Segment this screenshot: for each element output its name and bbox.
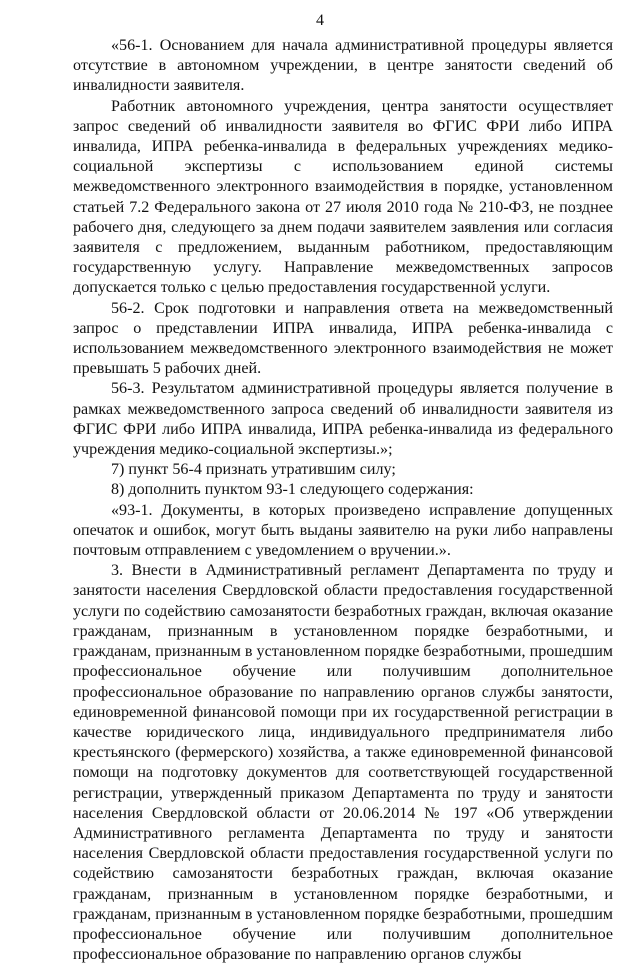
paragraph-item-7: 7) пункт 56-4 признать утратившим силу; [111, 461, 396, 479]
document-body [73, 36, 613, 965]
paragraph-56-2: 56-2. Срок подготовки и направления ответа на межведомственный запрос о представлении ИПРА инвалида, ИПРА ребенка-инвалида с использованием межведомственного электронного взаимодействия не может превышать 5 рабочих дней. [73, 299, 613, 378]
paragraph-56-3: 56-3. Результатом административной процедуры является получение в рамках межведомственного запроса сведений об инвалидности заявителя из ФГИС ФРИ либо ИПРА инвалида, ИПРА ребенка-инвалида из федерального учреждения медико-социальной экспертизы.»; [73, 380, 613, 459]
paragraph-93-1: «93-1. Документы, в которых произведено исправление допущенных опечаток и ошибок, могут быть выданы заявителю на руки либо направлены почтовым отправлением с уведомлением о вручении.». [73, 501, 613, 560]
page-number: 4 [316, 12, 324, 29]
paragraph-section-3: 3. Внести в Административный регламент Департамента по труду и занятости населения Свердловской области предоставления государственной услуги по содействию самозанятости безработных граждан, включая оказание гражданам, признанным в установленном порядке безработными, и гражданам, признанным в установленном порядке безработными, прошедшим профессиональное обучение или получившим дополнительное профессиональное образование по направлению органов службы занятости, единовременной финансовой помощи при их государственной регистрации в качестве юридического лица, индивидуального предпринимателя либо крестьянского (фермерского) хозяйства, а также единовременной финансовой помощи на подготовку документов для соответствующей государственной регистрации, утвержденный приказом Департамента по труду и занятости населения Свердловской области от 20.06.2014 № 197 «Об утверждении Административного регламента Департамента по труду и занятости населения Свердловской области предоставления государственной услуги по содействию самозанятости безработных граждан, включая оказание гражданам, признанным в установленном порядке безработными, и гражданам, признанным в установленном порядке безработными, прошедшим профессиональное обучение или получившим дополнительное профессиональное образование по направлению органов службы [73, 562, 613, 964]
paragraph-56-1: «56-1. Основанием для начала административной процедуры является отсутствие в автономном учреждении, в центре занятости сведений об инвалидности заявителя. [73, 37, 613, 95]
paragraph-worker-request: Работник автономного учреждения, центра занятости осуществляет запрос сведений об инвалидности заявителя во ФГИС ФРИ либо ИПРА инвалида, ИПРА ребенка-инвалида в федеральных учреждениях медико-социальной экспертизы с использованием единой системы межведомственного электронного взаимодействия в порядке, установленном статьей 7.2 Федерального закона от 27 июля 2010 года № 210-ФЗ, не позднее рабочего дня, следующего за днем подачи заявителем заявления или согласия заявителя с предложением, выданным работником, предоставляющим государственную услугу. Направление межведомственных запросов допускается только с целью предоставления государственной услуги. [73, 97, 613, 297]
paragraph-item-8: 8) дополнить пунктом 93-1 следующего содержания: [111, 481, 474, 499]
